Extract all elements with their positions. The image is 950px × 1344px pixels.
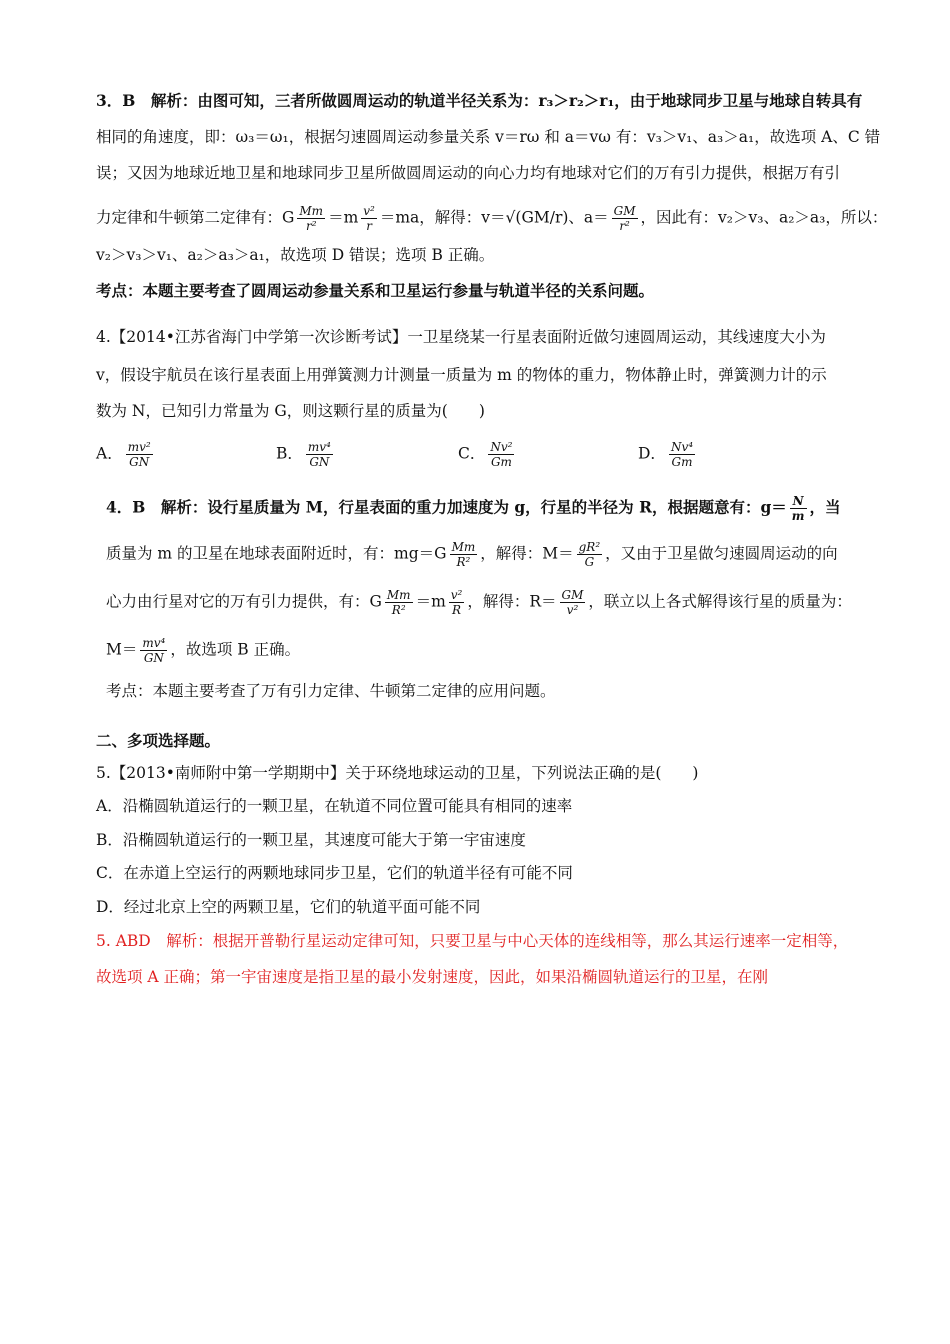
q4-answer-line-3: 心力由行星对它的万有引力提供，有：G $\frac{Mm}{\text{R²}}$ ＝m $\frac{\text{v²}}{R}$ ，解得：R＝ $\frac{GM}{\text{v²}}$ ，联立以上各式解得该行星的质量为：	[106, 588, 852, 617]
q3-line-4	[96, 204, 887, 233]
q3-line-1: 3．B 解析：由图可知，三者所做圆周运动的轨道半径关系为：r₃＞r₂＞r₁，由于地球同步卫星与地球自转具有	[96, 91, 863, 110]
fraction: $\frac{\text{v²}}{r}$	[363, 204, 375, 233]
q5-stem: 5.【2013•南师附中第一学期期中】关于环绕地球运动的卫星，下列说法正确的是( )	[96, 764, 699, 782]
q3-text: 力定律和牛顿第二定律有：G	[96, 208, 295, 227]
q5-answer-line-2: 故选项 A 正确；第一宇宙速度是指卫星的最小发射速度，因此，如果沿椭圆轨道运行的卫星，在刚	[96, 968, 769, 986]
q3-line-5: v₂＞v₃＞v₁、a₂＞a₃＞a₁，故选项 D 错误；选项 B 正确。	[96, 246, 495, 264]
fraction: $\frac{Mm}{\text{r²}}$	[299, 204, 324, 233]
q3-line-2: 相同的角速度，即：ω₃＝ω₁，根据匀速圆周运动参量关系 v＝rω 和 a＝vω 有：v₃＞v₁、a₃＞a₁，故选项 A、C 错	[96, 128, 881, 146]
q4-stem-line-1: 4.【2014•江苏省海门中学第一次诊断考试】一卫星绕某一行星表面附近做匀速圆周运动，其线速度大小为	[96, 328, 826, 346]
section-title: 二、多项选择题。	[96, 731, 221, 750]
q5-option-d: D．经过北京上空的两颗卫星，它们的轨道平面可能不同	[96, 898, 481, 916]
q4-stem-line-3: 数为 N，已知引力常量为 G，则这颗行星的质量为( )	[96, 402, 485, 420]
q5-option-c: C．在赤道上空运行的两颗地球同步卫星，它们的轨道半径有可能不同	[96, 864, 573, 882]
q3-text: ＝m	[328, 208, 359, 227]
q4-option-c: C． $\frac{\text{Nv²}}{Gm}$	[458, 440, 513, 469]
q5-option-b: B．沿椭圆轨道运行的一颗卫星，其速度可能大于第一宇宙速度	[96, 831, 526, 849]
q4-kaodian: 考点：本题主要考查了万有引力定律、牛顿第二定律的应用问题。	[106, 682, 556, 700]
q4-stem-line-2: v，假设宇航员在该行星表面上用弹簧测力计测量一质量为 m 的物体的重力，物体静止时，弹簧测力计的示	[96, 366, 827, 384]
q4-answer-line-4: M＝ $\frac{\text{mv⁴}}{GN}$ ，故选项 B 正确。	[106, 636, 301, 665]
q3-text: ＝ma，解得：v＝√(GM/r)、a＝	[379, 208, 609, 227]
q3-text: ，因此有：v₂＞v₃、a₂＞a₃，所以：	[640, 208, 888, 227]
q5-answer-line-1: 5. ABD 解析：根据开普勒行星运动定律可知，只要卫星与中心天体的连线相等，那么其运行速率一定相等，	[96, 932, 849, 950]
q4-option-d: D． $\frac{\text{Nv⁴}}{Gm}$	[638, 440, 694, 469]
q4-option-a: A． $\frac{\text{mv²}}{GN}$	[96, 440, 151, 469]
q4-answer-line-1: 4．B 解析：设行星质量为 M，行星表面的重力加速度为 g，行星的半径为 R，根据题意有：g＝ $\frac{N}{m}$ ，当	[106, 494, 841, 523]
q5-option-a: A．沿椭圆轨道运行的一颗卫星，在轨道不同位置可能具有相同的速率	[96, 797, 573, 815]
q3-kaodian: 考点：本题主要考查了圆周运动参量关系和卫星运行参量与轨道半径的关系问题。	[96, 281, 655, 300]
fraction: $\frac{GM}{\text{r²}}$	[613, 204, 636, 233]
q4-answer-line-2: 质量为 m 的卫星在地球表面附近时，有：mg＝G $\frac{Mm}{\text{R²}}$ ，解得：M＝ $\frac{\text{gR²}}{G}$ ，又由于卫星做匀速圆周运动的向	[106, 540, 838, 569]
q3-line-3: 误；又因为地球近地卫星和地球同步卫星所做圆周运动的向心力均有地球对它们的万有引力提供，根据万有引	[96, 164, 841, 182]
q4-option-b: B． $\frac{\text{mv⁴}}{GN}$	[276, 440, 331, 469]
